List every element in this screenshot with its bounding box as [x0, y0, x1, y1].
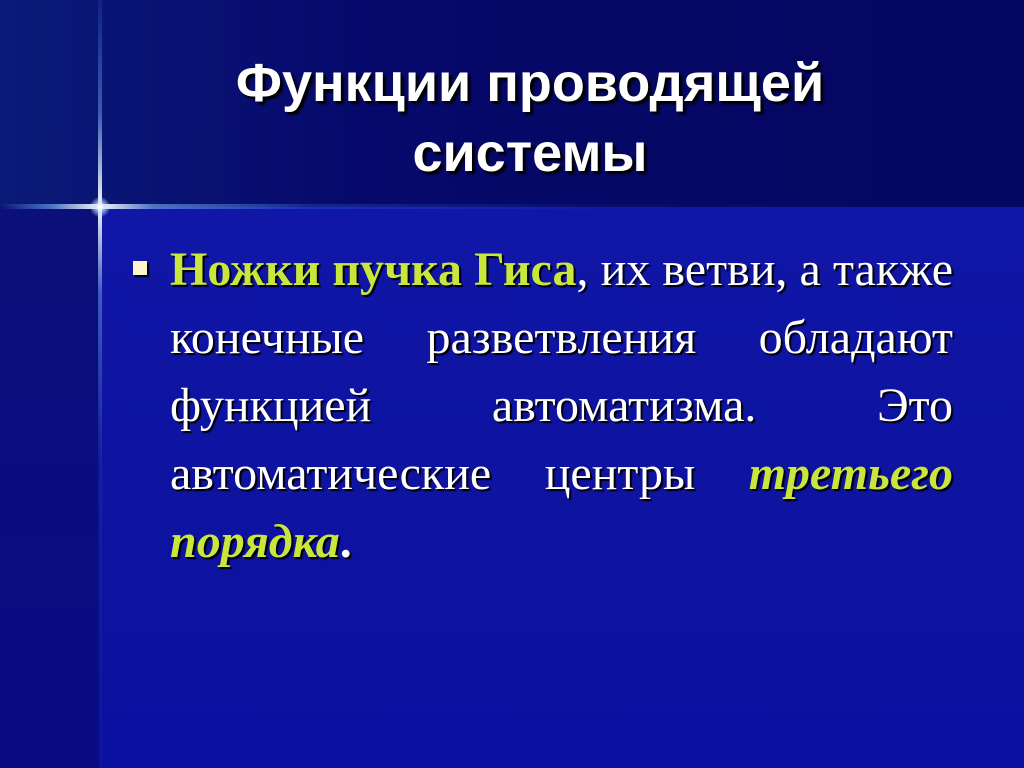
- sparkle-vertical-line: [98, 0, 102, 768]
- sparkle-star-icon: [90, 197, 110, 217]
- bullet-ending: .: [339, 515, 352, 568]
- bullet-square-icon: [133, 261, 147, 275]
- slide-title: Функции проводящей системы: [235, 53, 825, 183]
- sparkle-horizontal-line: [0, 204, 1024, 209]
- highlighted-term: Ножки пучка Гиса: [170, 243, 577, 296]
- left-margin-background: [0, 207, 100, 768]
- bullet-body-text: , их ветви, а также конечные разветвления обладают функцией автоматизма. Это автоматические центры: [170, 243, 953, 500]
- bullet-paragraph: [170, 236, 953, 576]
- highlighted-emphasis: третьего порядка: [170, 447, 953, 568]
